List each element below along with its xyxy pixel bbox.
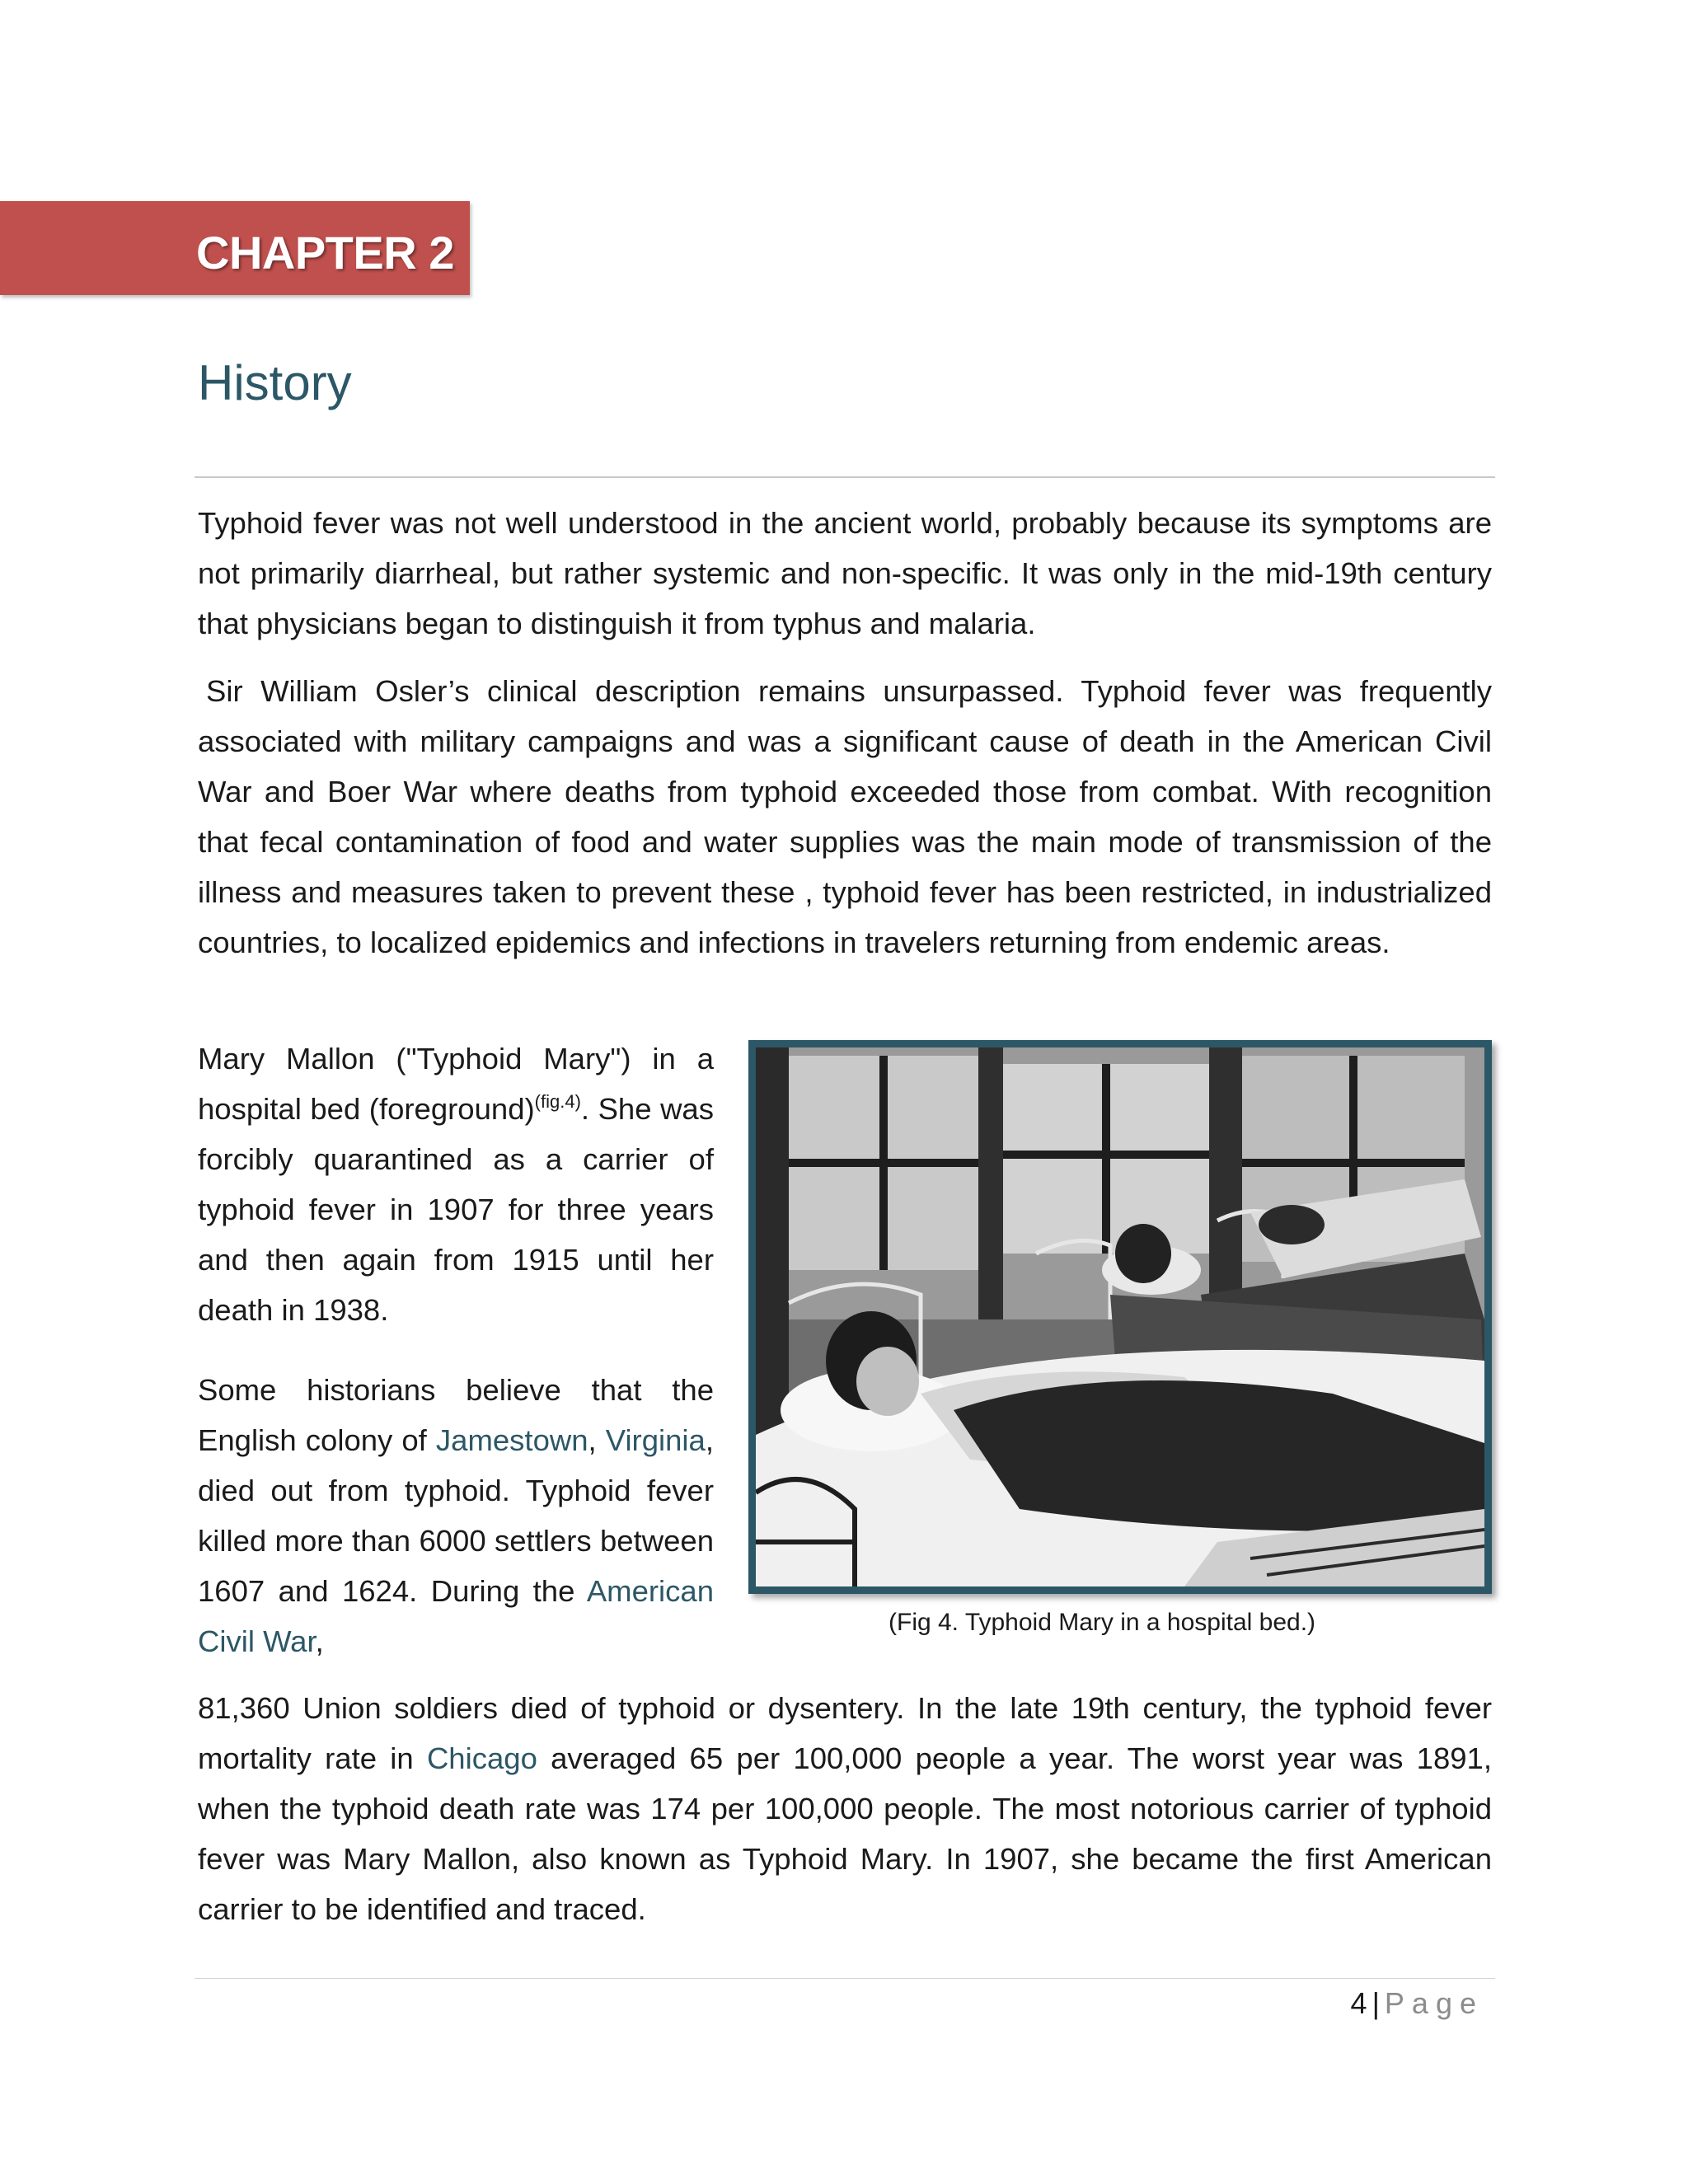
paragraph-typhoid-mary — [198, 1033, 714, 1335]
footer-divider — [195, 1978, 1495, 1979]
footer-separator: | — [1372, 1986, 1380, 2020]
header-divider — [195, 476, 1495, 478]
chapter-label: CHAPTER 2 — [196, 227, 454, 279]
section-title: History — [198, 355, 352, 410]
page-number: 4 — [1350, 1986, 1367, 2020]
paragraph-text: Mary Mallon ("Typhoid Mary") in a hospital bed (foreground) — [198, 1042, 714, 1126]
page-word: Page — [1384, 1986, 1484, 2020]
paragraph-text: Some historians believe that the English colony of — [198, 1373, 714, 1457]
paragraph-text: , — [315, 1624, 324, 1658]
paragraph-osler: Sir William Osler’s clinical description remains unsurpassed. Typhoid fever was frequently associated with military campaigns and was a significant cause of death in the American Civil War and Boer War where deaths from typhoid exceeded those from combat. With recognition that fecal contamination of food and water supplies was the main mode of transmission of the illness and measures taken to prevent these , typhoid fever has been restricted, in industrialized countries, to localized epidemics and infections in travelers returning from endemic areas. — [198, 674, 1492, 959]
paragraph-civil-war-chicago — [198, 1683, 1492, 1934]
figure-photo — [748, 1040, 1492, 1594]
hospital-ward-photo — [756, 1047, 1484, 1586]
paragraph-ancient-world: Typhoid fever was not well understood in the ancient world, probably because its symptoms are not primarily diarrheal, but rather systemic and non-specific. It was only in the mid-19th century that physicians began to distinguish it from typhus and malaria. — [198, 506, 1492, 640]
paragraph-text: , died out from typhoid. Typhoid fever killed more than 6000 settlers between 1607 and 1624. During the — [198, 1423, 714, 1608]
jamestown-link[interactable]: Jamestown — [435, 1423, 588, 1457]
paragraph-text: averaged 65 per 100,000 people a year. The worst year was 1891, when the typhoid death rate was 174 per 100,000 people. The most notorious carrier of typhoid fever was Mary Mallon, also known as Typhoid Mary. In 1907, she became the first American carrier to be identified and traced. — [198, 1741, 1493, 1926]
paragraph-text: , — [588, 1423, 606, 1457]
chapter-banner — [0, 201, 470, 295]
paragraph-text: 81,360 Union soldiers died of typhoid or dysentery. In the late 19th century, the typhoid fever mortality rate in — [198, 1691, 1492, 1775]
paragraph-jamestown — [198, 1365, 714, 1666]
paragraph-text: . She was forcibly quarantined as a carrier of typhoid fever in 1907 for three years and then again from 1915 until her death in 1938. — [198, 1092, 714, 1327]
page-footer — [1351, 1986, 1484, 2021]
chicago-link[interactable]: Chicago — [426, 1741, 537, 1775]
virginia-link[interactable]: Virginia — [605, 1423, 706, 1457]
figure-reference: (fig.4) — [534, 1091, 581, 1112]
figure-caption: (Fig 4. Typhoid Mary in a hospital bed.) — [889, 1609, 1316, 1636]
american-civil-war-link[interactable]: American Civil War — [198, 1574, 714, 1658]
